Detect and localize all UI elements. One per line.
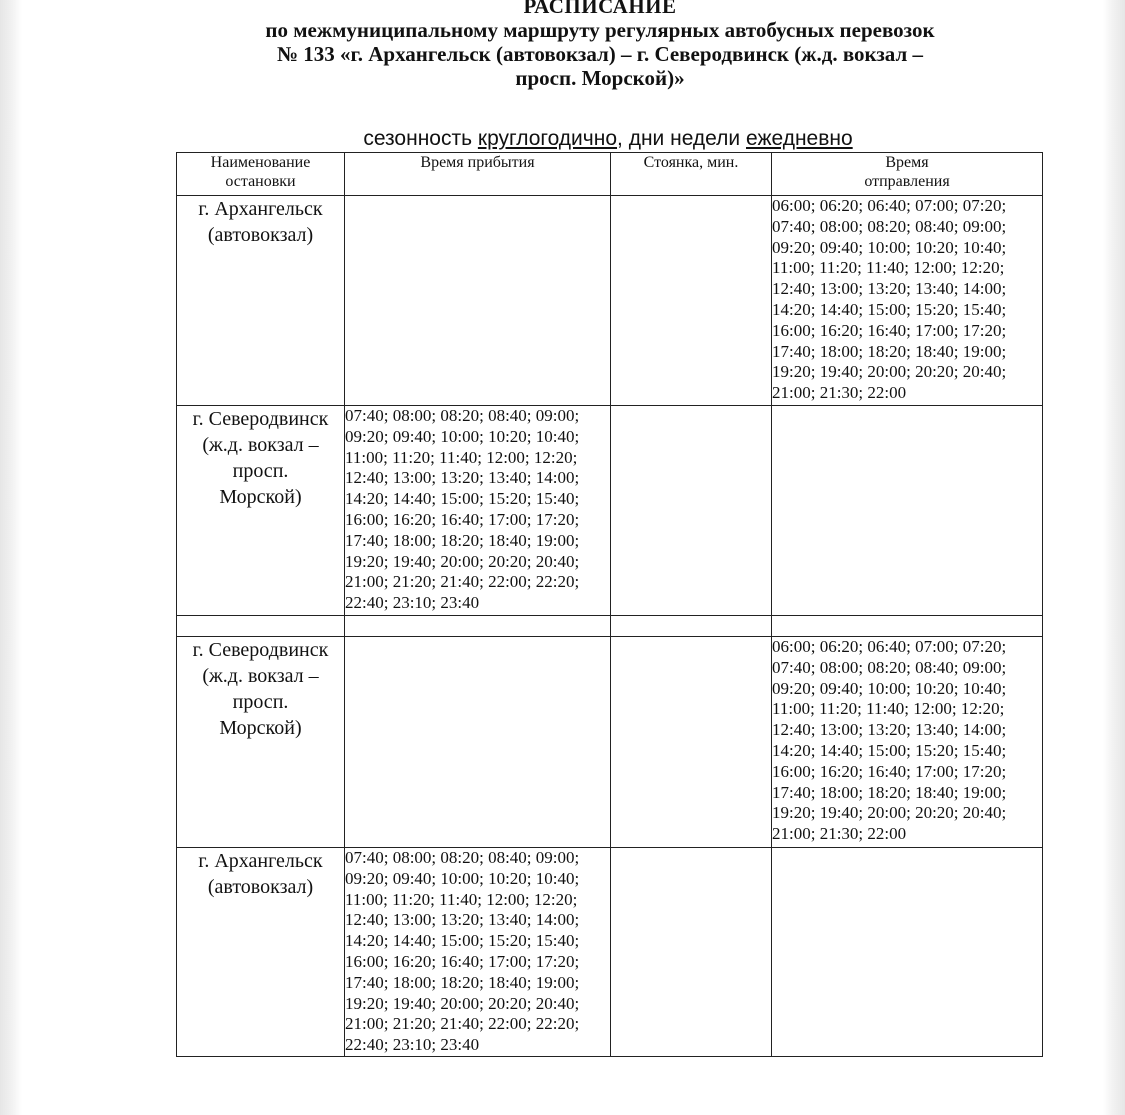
- arrival-times-cell: [345, 637, 611, 848]
- schedule-table: [176, 152, 1043, 1057]
- stay-cell: [611, 637, 772, 848]
- col-header-stay: Стоянка, мин.: [611, 153, 772, 196]
- departure-time-line: 14:20; 14:40; 15:00; 15:20; 15:40;: [772, 740, 1007, 760]
- stop-name-line: г. Северодвинск: [192, 639, 329, 661]
- col-header-departure-line: отправления: [864, 173, 950, 190]
- stay-cell: [611, 196, 772, 406]
- departure-time-line: 19:20; 19:40; 20:00; 20:20; 20:40;: [772, 362, 1007, 382]
- stop-name-line: г. Архангельск: [198, 198, 323, 220]
- arrival-time-line: 19:20; 19:40; 20:00; 20:20; 20:40;: [345, 551, 580, 571]
- spacer-cell: [611, 616, 772, 637]
- arrival-time-line: 17:40; 18:00; 18:20; 18:40; 19:00;: [345, 972, 580, 992]
- stop-name-line: г. Архангельск: [198, 850, 323, 872]
- departure-time-line: 14:20; 14:40; 15:00; 15:20; 15:40;: [772, 299, 1007, 319]
- table-row: [177, 406, 1043, 616]
- departure-time-line: 06:00; 06:20; 06:40; 07:00; 07:20;: [772, 196, 1007, 215]
- stop-name-cell: [177, 406, 345, 616]
- document-header: [200, 0, 1000, 90]
- departure-time-line: 19:20; 19:40; 20:00; 20:20; 20:40;: [772, 803, 1007, 823]
- days-value: ежедневно: [746, 127, 853, 150]
- departure-times-cell: [772, 406, 1043, 616]
- header-line-3: просп. Морской)»: [515, 66, 685, 90]
- table-row: [177, 848, 1043, 1057]
- page-shadow-left: [0, 0, 22, 1115]
- departure-time-line: 09:20; 09:40; 10:00; 10:20; 10:40;: [772, 237, 1007, 257]
- arrival-times-cell: [345, 196, 611, 406]
- arrival-time-line: 22:40; 23:10; 23:40: [345, 1035, 480, 1055]
- arrival-time-line: 09:20; 09:40; 10:00; 10:20; 10:40;: [345, 426, 580, 446]
- col-header-departure: [772, 153, 1043, 196]
- season-line: [176, 127, 1040, 151]
- departure-time-line: 12:40; 13:00; 13:20; 13:40; 14:00;: [772, 720, 1007, 740]
- arrival-time-line: 11:00; 11:20; 11:40; 12:00; 12:20;: [345, 447, 578, 467]
- arrival-time-line: 12:40; 13:00; 13:20; 13:40; 14:00;: [345, 910, 580, 930]
- arrival-time-line: 12:40; 13:00; 13:20; 13:40; 14:00;: [345, 468, 580, 488]
- stop-name-line: просп.: [232, 691, 289, 713]
- stay-cell: [611, 848, 772, 1057]
- spacer-row: [177, 616, 1043, 637]
- col-header-stop: [177, 153, 345, 196]
- arrival-time-line: 11:00; 11:20; 11:40; 12:00; 12:20;: [345, 889, 578, 909]
- col-header-stop-line: остановки: [225, 173, 296, 190]
- arrival-time-line: 07:40; 08:00; 08:20; 08:40; 09:00;: [345, 406, 580, 425]
- departure-time-line: 11:00; 11:20; 11:40; 12:00; 12:20;: [772, 699, 1005, 719]
- departure-time-line: 07:40; 08:00; 08:20; 08:40; 09:00;: [772, 657, 1007, 677]
- arrival-time-line: 16:00; 16:20; 16:40; 17:00; 17:20;: [345, 951, 580, 971]
- departure-time-line: 21:00; 21:30; 22:00: [772, 383, 907, 403]
- season-value: круглогодично: [477, 127, 618, 150]
- arrival-time-line: 14:20; 14:40; 15:00; 15:20; 15:40;: [345, 489, 580, 509]
- departure-times-cell: [772, 637, 1043, 848]
- spacer-cell: [772, 616, 1043, 637]
- departure-times-cell: [772, 848, 1043, 1057]
- departure-time-line: 17:40; 18:00; 18:20; 18:40; 19:00;: [772, 782, 1007, 802]
- stop-name-line: (автовокзал): [207, 876, 314, 898]
- stop-name-cell: [177, 637, 345, 848]
- arrival-time-line: 16:00; 16:20; 16:40; 17:00; 17:20;: [345, 509, 580, 529]
- arrival-time-line: 21:00; 21:20; 21:40; 22:00; 22:20;: [345, 572, 580, 592]
- departure-time-line: 16:00; 16:20; 16:40; 17:00; 17:20;: [772, 761, 1007, 781]
- spacer-cell: [177, 616, 345, 637]
- departure-time-line: 11:00; 11:20; 11:40; 12:00; 12:20;: [772, 258, 1005, 278]
- arrival-time-line: 07:40; 08:00; 08:20; 08:40; 09:00;: [345, 848, 580, 867]
- document-title: РАСПИСАНИЕ: [523, 0, 677, 18]
- stop-name-line: Морской): [219, 486, 302, 508]
- header-line-2: № 133 «г. Архангельск (автовокзал) – г. Северодвинск (ж.д. вокзал –: [276, 42, 924, 66]
- season-label: сезонность: [363, 127, 473, 150]
- col-header-stop-line: Наименование: [210, 154, 311, 171]
- departure-time-line: 07:40; 08:00; 08:20; 08:40; 09:00;: [772, 216, 1007, 236]
- stop-name-line: Морской): [219, 717, 302, 739]
- arrival-time-line: 09:20; 09:40; 10:00; 10:20; 10:40;: [345, 868, 580, 888]
- arrival-time-line: 19:20; 19:40; 20:00; 20:20; 20:40;: [345, 993, 580, 1013]
- header-line-1: по межмуниципальному маршруту регулярных автобусных перевозок: [265, 18, 935, 42]
- page-shadow-right: [1103, 0, 1125, 1115]
- stay-cell: [611, 406, 772, 616]
- spacer-cell: [345, 616, 611, 637]
- arrival-time-line: 17:40; 18:00; 18:20; 18:40; 19:00;: [345, 530, 580, 550]
- stop-name-line: г. Северодвинск: [192, 408, 329, 430]
- col-header-arrival: Время прибытия: [345, 153, 611, 196]
- stop-name-line: (ж.д. вокзал –: [202, 665, 319, 687]
- header-row: [177, 153, 1043, 196]
- table-row: [177, 196, 1043, 406]
- stop-name-cell: [177, 196, 345, 406]
- departure-time-line: 12:40; 13:00; 13:20; 13:40; 14:00;: [772, 279, 1007, 299]
- table-row: [177, 637, 1043, 848]
- departure-time-line: 06:00; 06:20; 06:40; 07:00; 07:20;: [772, 637, 1007, 656]
- arrival-time-line: 21:00; 21:20; 21:40; 22:00; 22:20;: [345, 1014, 580, 1034]
- col-header-departure-line: Время: [885, 154, 929, 171]
- departure-time-line: 17:40; 18:00; 18:20; 18:40; 19:00;: [772, 341, 1007, 361]
- departure-time-line: 21:00; 21:30; 22:00: [772, 824, 907, 844]
- stop-name-line: (автовокзал): [207, 224, 314, 246]
- arrival-time-line: 22:40; 23:10; 23:40: [345, 593, 480, 613]
- stop-name-cell: [177, 848, 345, 1057]
- days-label: дни недели: [628, 127, 741, 150]
- arrival-times-cell: [345, 848, 611, 1057]
- arrival-time-line: 14:20; 14:40; 15:00; 15:20; 15:40;: [345, 931, 580, 951]
- season-comma: ,: [617, 127, 623, 150]
- stop-name-line: просп.: [232, 460, 289, 482]
- departure-time-line: 16:00; 16:20; 16:40; 17:00; 17:20;: [772, 320, 1007, 340]
- stop-name-line: (ж.д. вокзал –: [202, 434, 319, 456]
- departure-times-cell: [772, 196, 1043, 406]
- arrival-times-cell: [345, 406, 611, 616]
- departure-time-line: 09:20; 09:40; 10:00; 10:20; 10:40;: [772, 678, 1007, 698]
